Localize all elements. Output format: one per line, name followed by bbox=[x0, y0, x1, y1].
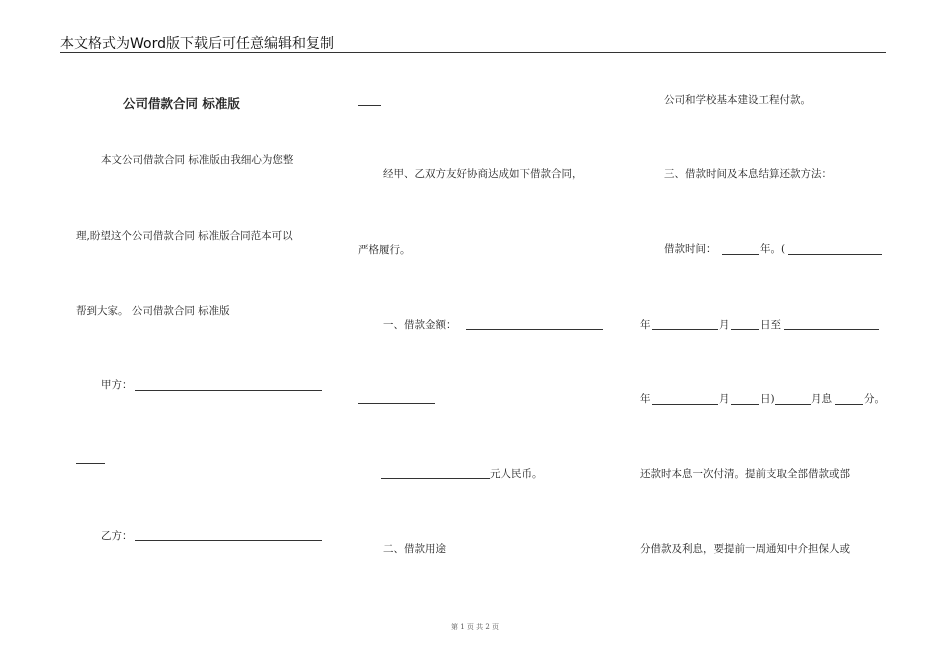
start-year-blank bbox=[788, 254, 882, 255]
fen-text: 分。 bbox=[864, 393, 885, 405]
party-a-blank bbox=[135, 390, 322, 391]
year-text: 年 bbox=[640, 319, 651, 331]
intro-line-3: 帮到大家。 公司借款合同 标准版 bbox=[76, 305, 230, 317]
page-number: 第 1 页 共 2 页 bbox=[450, 623, 500, 631]
agreement-line-2: 严格履行。 bbox=[358, 244, 411, 256]
loan-purpose-label: 二、借款用途 bbox=[383, 543, 446, 555]
start-day-blank bbox=[731, 329, 759, 330]
end-day-blank bbox=[731, 404, 759, 405]
amount-rmb-blank bbox=[381, 478, 490, 479]
end-year-blank bbox=[784, 329, 879, 330]
monthly-rate-text: 月息 bbox=[811, 393, 832, 405]
party-a-label: 甲方： bbox=[101, 379, 133, 391]
month-text-2: 月 bbox=[719, 393, 730, 405]
day-close-text: 日) bbox=[760, 393, 775, 405]
repayment-line-1: 还款时本息一次付清。提前支取全部借款或部 bbox=[640, 468, 850, 480]
repayment-line-2: 分借款及利息，要提前一周通知中介担保人或 bbox=[640, 543, 850, 555]
loan-amount-blank-cont bbox=[358, 403, 435, 404]
intro-line-1: 本文公司借款合同 标准版由我细心为您整 bbox=[101, 154, 294, 166]
rate-fen-blank bbox=[835, 404, 863, 405]
agreement-line-1: 经甲、乙双方友好协商达成如下借款合同， bbox=[383, 168, 583, 180]
section-3-heading: 三、借款时间及本息结算还款方法： bbox=[664, 168, 832, 180]
monthly-rate-blank bbox=[775, 404, 811, 405]
loan-time-blank bbox=[722, 254, 759, 255]
purpose-text: 公司和学校基本建设工程付款。 bbox=[664, 94, 811, 106]
month-text: 月 bbox=[719, 319, 730, 331]
year-open-text: 年。( bbox=[760, 243, 786, 255]
year-text-2: 年 bbox=[640, 393, 651, 405]
party-b-label: 乙方： bbox=[101, 530, 133, 542]
currency-text: 元人民币。 bbox=[490, 468, 543, 480]
party-b-blank bbox=[135, 540, 322, 541]
loan-time-label: 借款时间： bbox=[664, 243, 717, 255]
party-b-blank-cont bbox=[358, 105, 381, 106]
end-month-blank bbox=[652, 404, 718, 405]
loan-amount-blank bbox=[466, 329, 603, 330]
loan-amount-label: 一、借款金额： bbox=[383, 319, 457, 331]
document-title: 公司借款合同 标准版 bbox=[123, 96, 240, 111]
party-a-blank-cont bbox=[76, 463, 105, 464]
header-notice: 本文格式为Word版下载后可任意编辑和复制 bbox=[60, 36, 334, 52]
day-to-text: 日至 bbox=[760, 319, 781, 331]
header-divider bbox=[60, 52, 886, 53]
start-month-blank bbox=[652, 329, 718, 330]
intro-line-2: 理,盼望这个公司借款合同 标准版合同范本可以 bbox=[76, 230, 293, 242]
